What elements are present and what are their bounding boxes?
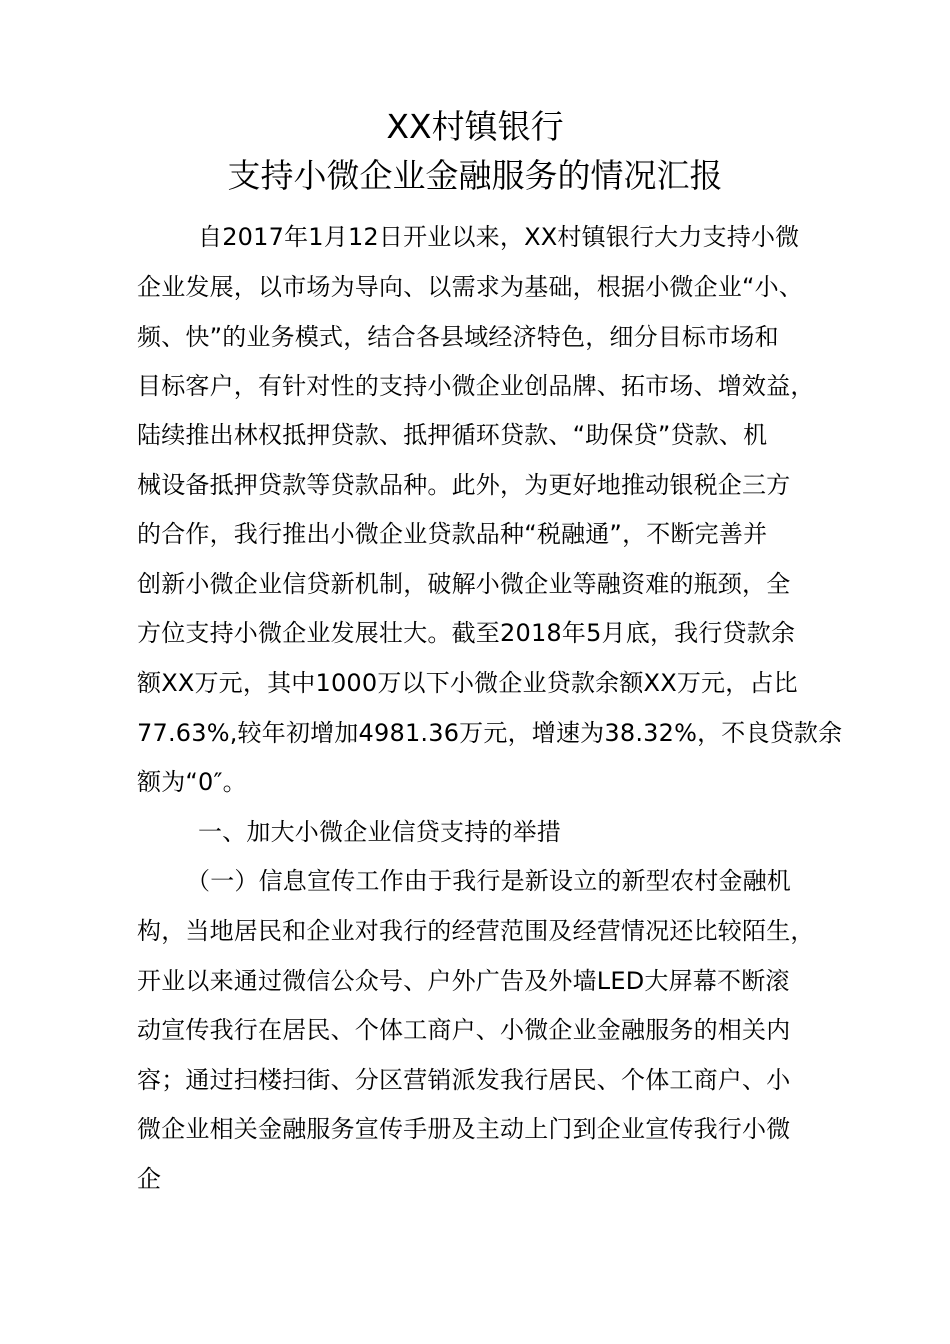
paragraph-2-line: 动宣传我行在居民、个体工商户、小微企业金融服务的相关内 [137,1016,791,1044]
paragraph-1-line: 方位支持小微企业发展壮大。截至2018年5月底，我行贷款余 [137,619,796,647]
section-heading: 一、加大小微企业信贷支持的举措 [198,818,561,846]
paragraph-1-line: 额XX万元，其中1000万以下小微企业贷款余额XX万元，占比 [137,669,798,697]
paragraph-2-line: 开业以来通过微信公众号、户外广告及外墙LED大屏幕不断滚 [137,967,790,995]
paragraph-1-line: 频、快”的业务模式，结合各县域经济特色，细分目标市场和 [137,323,779,351]
document-title-line-2: 支持小微企业金融服务的情况汇报 [227,156,723,195]
document-title-line-1: XX村镇银行 [386,107,564,146]
paragraph-1-line: 自2017年1月12日开业以来，XX村镇银行大力支持小微 [198,223,800,251]
paragraph-2-line: 微企业相关金融服务宣传手册及主动上门到企业宣传我行小微 [137,1115,791,1143]
paragraph-1-line: 77.63%,较年初增加4981.36万元，增速为38.32%，不良贷款余 [137,719,843,747]
paragraph-2-line: 容；通过扫楼扫街、分区营销派发我行居民、个体工商户、小 [137,1066,791,1094]
paragraph-1-line: 创新小微企业信贷新机制，破解小微企业等融资难的瓶颈，全 [137,570,791,598]
paragraph-2-line: 构，当地居民和企业对我行的经营范围及经营情况还比较陌生， [137,917,815,945]
paragraph-1-line: 额为“0″。 [137,768,247,796]
paragraph-1-line: 的合作，我行推出小微企业贷款品种“税融通”，不断完善并 [137,520,768,548]
paragraph-1-line: 企业发展，以市场为导向、以需求为基础，根据小微企业“小、 [137,273,804,301]
paragraph-1-line: 陆续推出林权抵押贷款、抵押循环贷款、“助保贷”贷款、机 [137,421,768,449]
paragraph-1-line: 目标客户，有针对性的支持小微企业创品牌、拓市场、增效益， [137,372,815,400]
paragraph-2-line: （一）信息宣传工作由于我行是新设立的新型农村金融机 [186,867,791,895]
paragraph-2-line: 企 [137,1165,162,1193]
paragraph-1-line: 械设备抵押贷款等贷款品种。此外，为更好地推动银税企三方 [137,471,791,499]
